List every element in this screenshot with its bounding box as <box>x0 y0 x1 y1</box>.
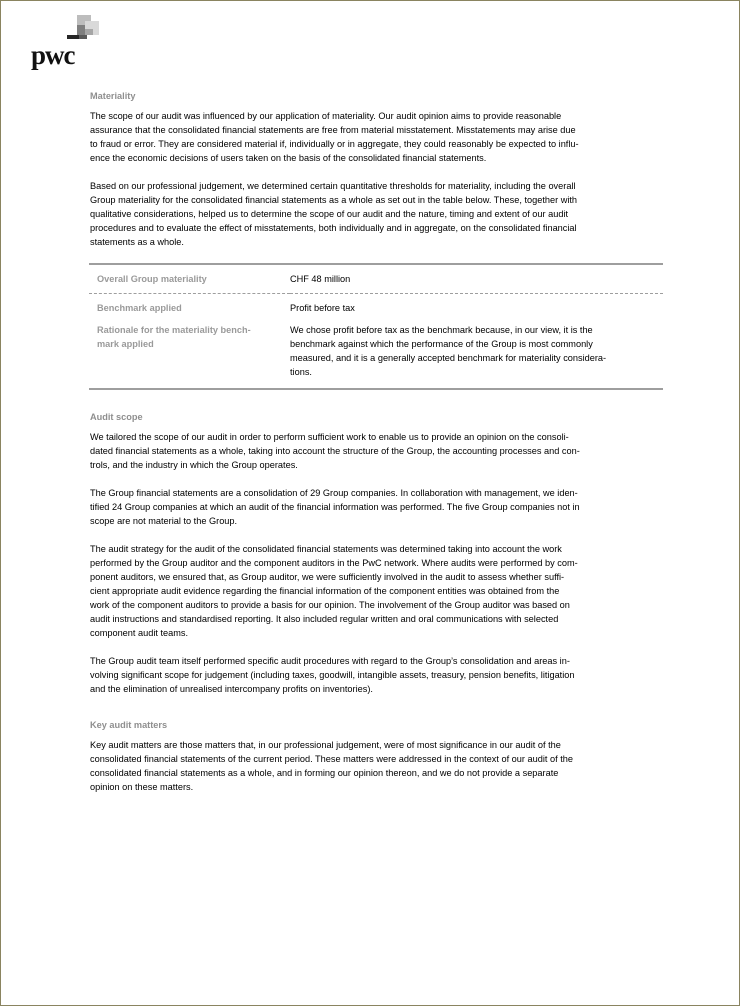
row-value: Profit before tax <box>290 303 355 313</box>
audit-scope-paragraph: The audit strategy for the audit of the consolidated financial statements was determined taking into account the work performed by the Group auditor and the component auditors in the PwC network. Where audits were performed by com- ponent auditors, we ensured that, as Group auditor, we were sufficiently involved in the audit to assess whether suffi- cient appropriate audit evidence regarding the financial information of the component entities was obtained from the work of the component auditors to provide a basis for our opinion. The involvement of the Group auditor was based on audit instructions and standardised reporting. It also included regular written and oral communications with selected component audit teams. <box>90 544 578 638</box>
table-row <box>89 294 663 324</box>
materiality-heading: Materiality <box>90 91 136 101</box>
audit-scope-paragraph: The Group financial statements are a consolidation of 29 Group companies. In collaboration with management, we iden- tified 24 Group companies at which an audit of the financial information was performed. The five Group companies not in scope are not material to the Group. <box>90 488 580 526</box>
row-label: Rationale for the materiality bench- mark applied <box>97 325 251 349</box>
row-label: Benchmark applied <box>97 303 182 313</box>
materiality-paragraph: The scope of our audit was influenced by our application of materiality. Our audit opinion aims to provide reasonable assurance that the consolidated financial statements are free from material misstatement. Misstatements may arise due to fraud or error. They are considered material if, individually or in aggregate, they could reasonably be expected to influ- ence the economic decisions of users taken on the basis of the consolidated financial statements. <box>90 111 579 163</box>
key-audit-matters-heading: Key audit matters <box>90 720 168 730</box>
pwc-logo <box>31 15 107 71</box>
row-label: Overall Group materiality <box>89 264 290 294</box>
key-audit-matters-paragraph: Key audit matters are those matters that, in our professional judgement, were of most significance in our audit of the consolidated financial statements of the current period. These matters were addressed in the context of our audit of the consolidated financial statements as a whole, and in forming our opinion thereon, and we do not provide a separate opinion on these matters. <box>90 740 573 792</box>
table-row <box>89 264 663 294</box>
audit-scope-heading: Audit scope <box>90 412 143 422</box>
materiality-paragraph: Based on our professional judgement, we determined certain quantitative thresholds for materiality, including the overall Group materiality for the consolidated financial statements as a whole as set out in the table below. These, together with qualitative considerations, helped us to determine the scope of our audit and the nature, timing and extent of our audit procedures and to evaluate the effect of misstatements, both individually and in aggregate, on the consolidated financial statements as a whole. <box>90 181 578 247</box>
logo-wordmark: pwc <box>31 40 75 70</box>
row-value: We chose profit before tax as the benchmark because, in our view, it is the benchmark against which the performance of the Group is most commonly measured, and it is a generally accepted benchmark for materiality considera- tions. <box>290 325 607 377</box>
materiality-table <box>89 263 663 390</box>
audit-scope-paragraph: We tailored the scope of our audit in order to perform sufficient work to enable us to provide an opinion on the consoli- dated financial statements as a whole, taking into account the structure of the Group, the accounting processes and con- trols, and the industry in which the Group operates. <box>90 432 580 470</box>
logo-blocks-icon <box>63 15 107 43</box>
audit-scope-paragraph: The Group audit team itself performed specific audit procedures with regard to the Group’s consolidation and areas in- volving significant scope for judgement (including taxes, goodwill, intangible assets, treasury, pension benefits, litigation and the elimination of unrealised intercompany profits on inventories). <box>90 656 575 694</box>
report-content <box>90 89 650 808</box>
row-value: CHF 48 million <box>290 264 663 294</box>
table-row <box>89 323 663 389</box>
